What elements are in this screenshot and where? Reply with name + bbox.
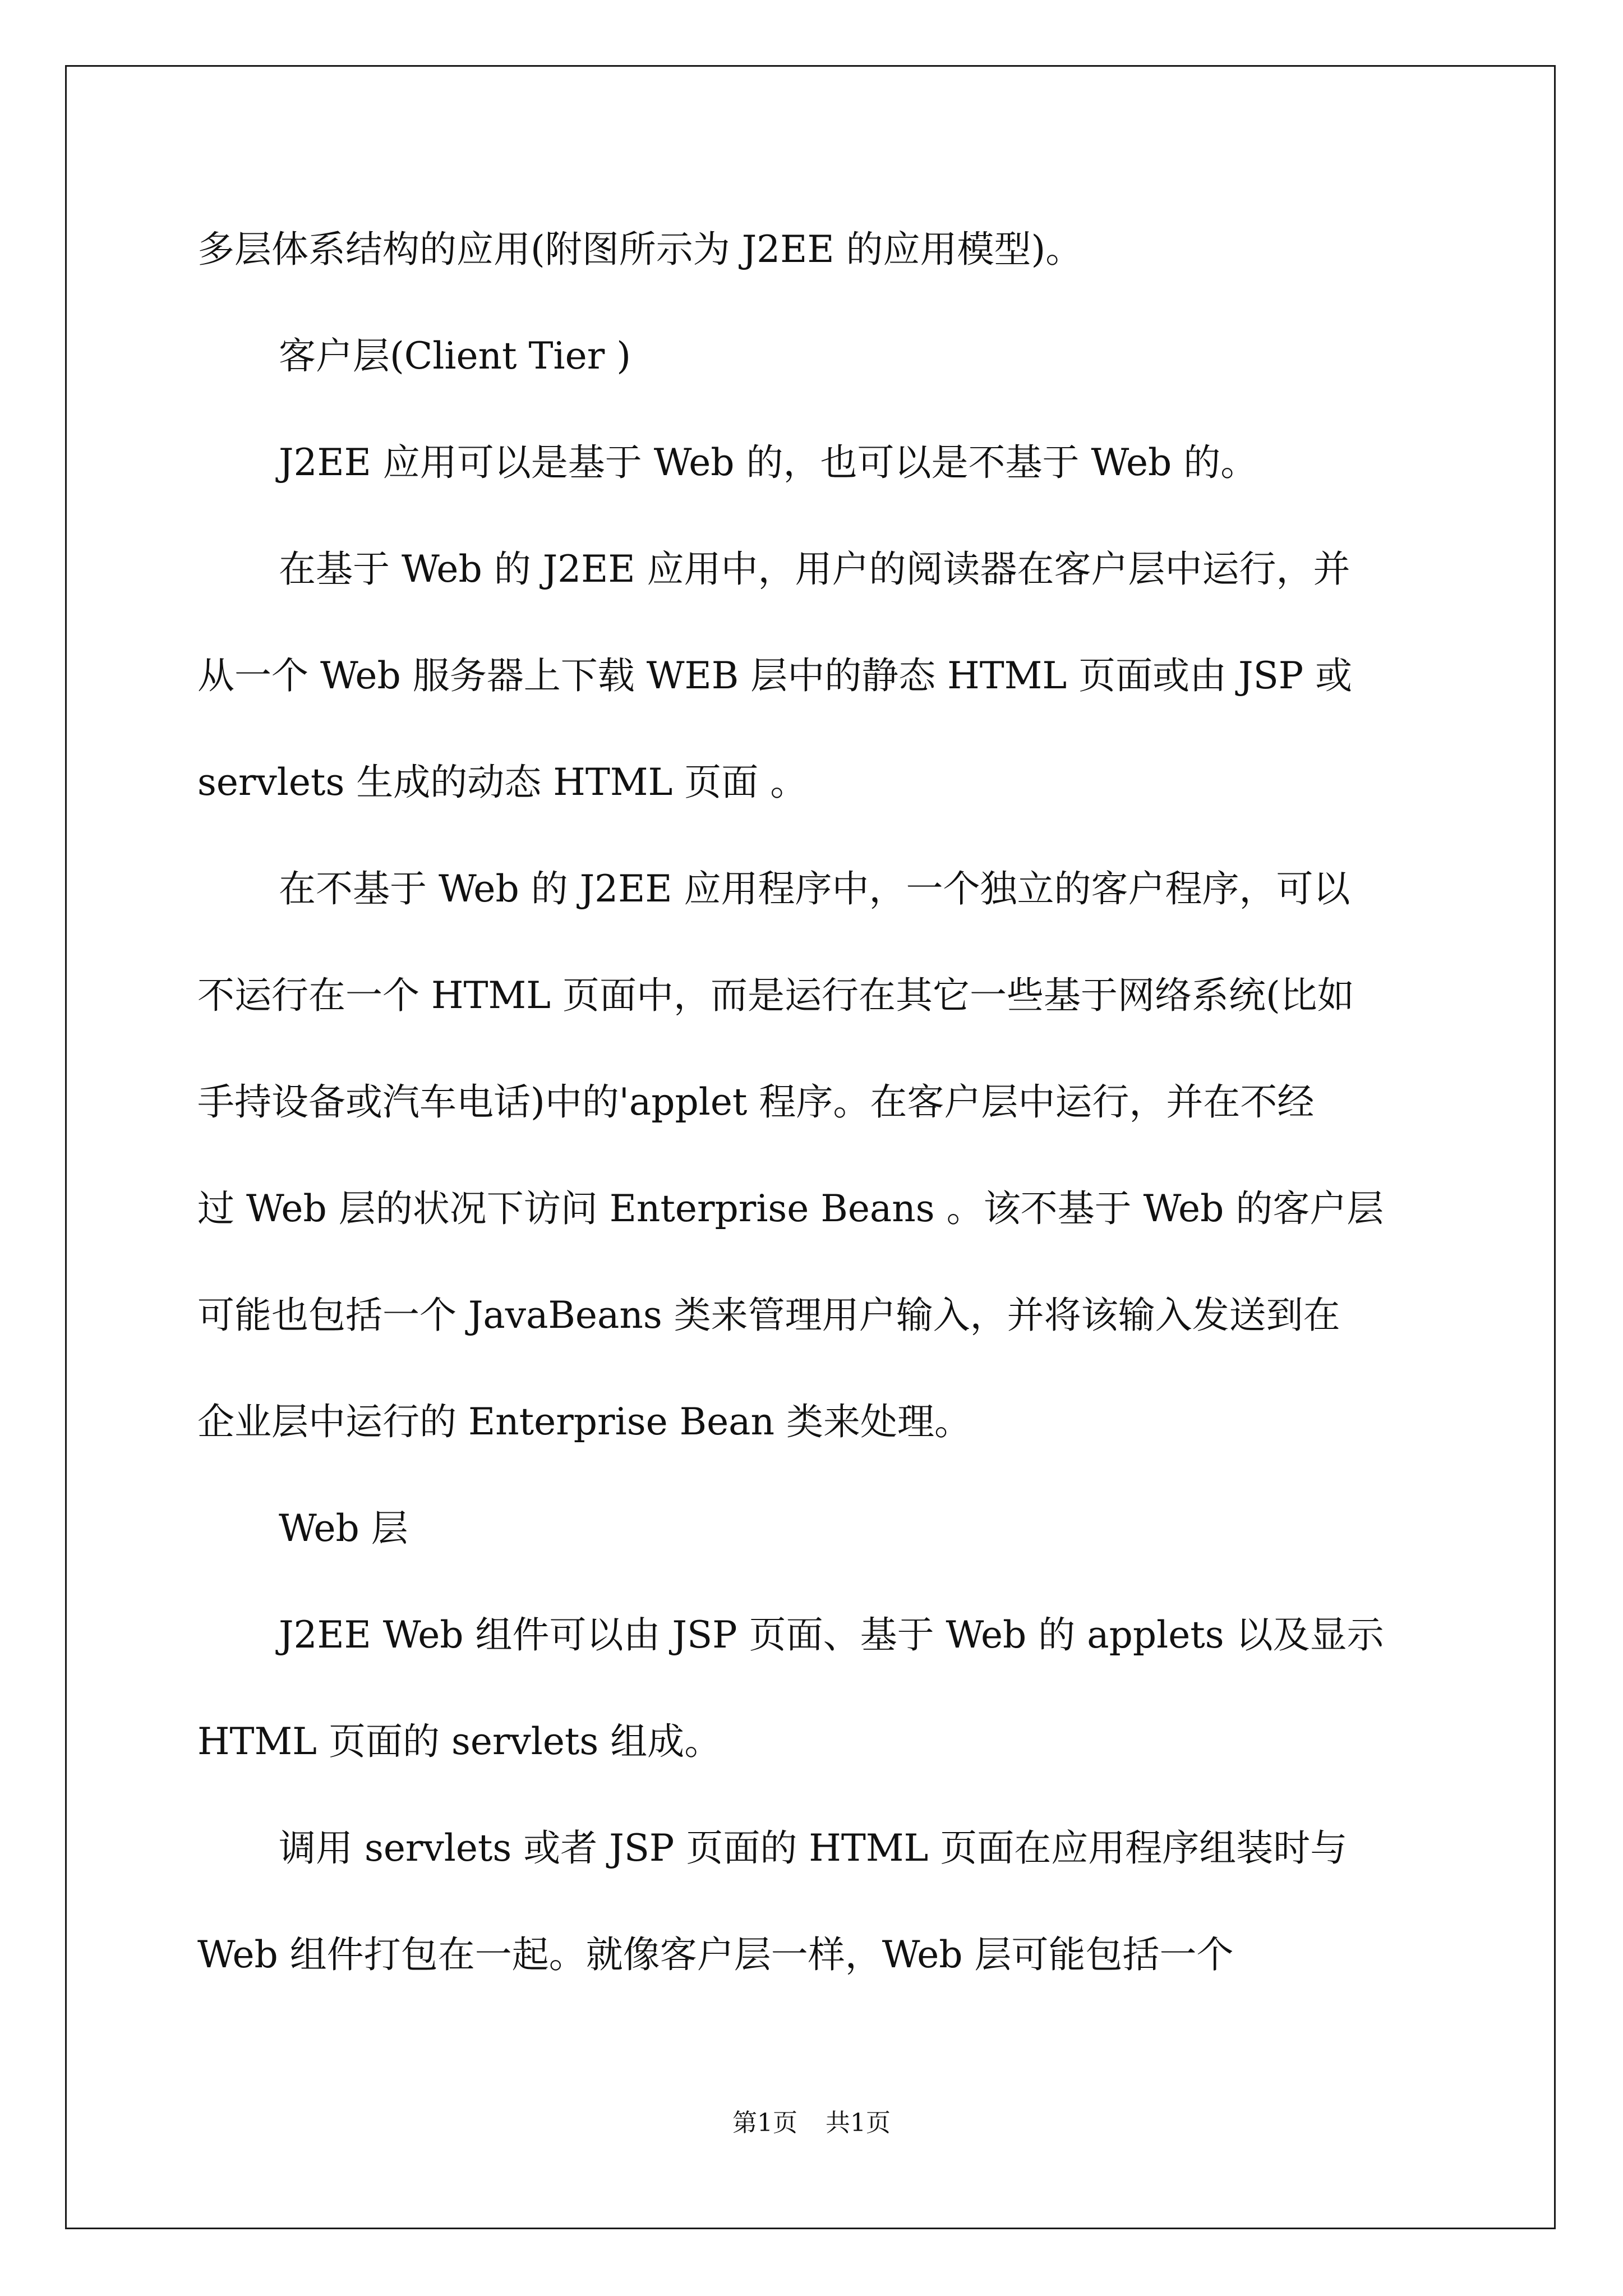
document-body <box>197 213 1431 2025</box>
page-total: 共1页 <box>826 2109 891 2137</box>
text-line: 手持设备或汽车电话)中的'applet 程序。在客户层中运行，并在不经 <box>197 1080 1315 1124</box>
text-line: 从一个 Web 服务器上下载 WEB 层中的静态 HTML 页面或由 JSP 或 <box>197 654 1353 697</box>
page-footer <box>0 2106 1623 2140</box>
text-line: servlets 生成的动态 HTML 页面 。 <box>197 761 808 804</box>
page-number: 第1页 <box>732 2109 797 2137</box>
text-line: Web 组件打包在一起。就像客户层一样，Web 层可能包括一个 <box>197 1933 1234 1976</box>
text-line: 在不基于 Web 的 J2EE 应用程序中，一个独立的客户程序，可以 <box>279 867 1350 910</box>
text-line: 过 Web 层的状况下访问 Enterprise Beans 。该不基于 Web 的客户层 <box>197 1187 1384 1230</box>
text-line: 不运行在一个 HTML 页面中，而是运行在其它一些基于网络系统(比如 <box>197 974 1354 1017</box>
text-line: 可能也包括一个 JavaBeans 类来管理用户输入，并将该输入发送到在 <box>197 1294 1340 1337</box>
text-line: J2EE 应用可以是基于 Web 的，也可以是不基于 Web 的。 <box>279 441 1258 484</box>
section-heading-web-tier: Web 层 <box>279 1507 408 1550</box>
text-line: 在基于 Web 的 J2EE 应用中，用户的阅读器在客户层中运行，并 <box>279 547 1350 591</box>
text-line: 调用 servlets 或者 JSP 页面的 HTML 页面在应用程序组装时与 <box>279 1826 1348 1870</box>
text-line: 企业层中运行的 Enterprise Bean 类来处理。 <box>197 1400 972 1443</box>
section-heading-client-tier: 客户层(Client Tier ) <box>279 334 631 378</box>
text-line: J2EE Web 组件可以由 JSP 页面、基于 Web 的 applets 以及显示 <box>279 1613 1384 1657</box>
text-line: HTML 页面的 servlets 组成。 <box>197 1720 722 1763</box>
text-line: 多层体系结构的应用(附图所示为 J2EE 的应用模型)。 <box>197 228 1083 271</box>
